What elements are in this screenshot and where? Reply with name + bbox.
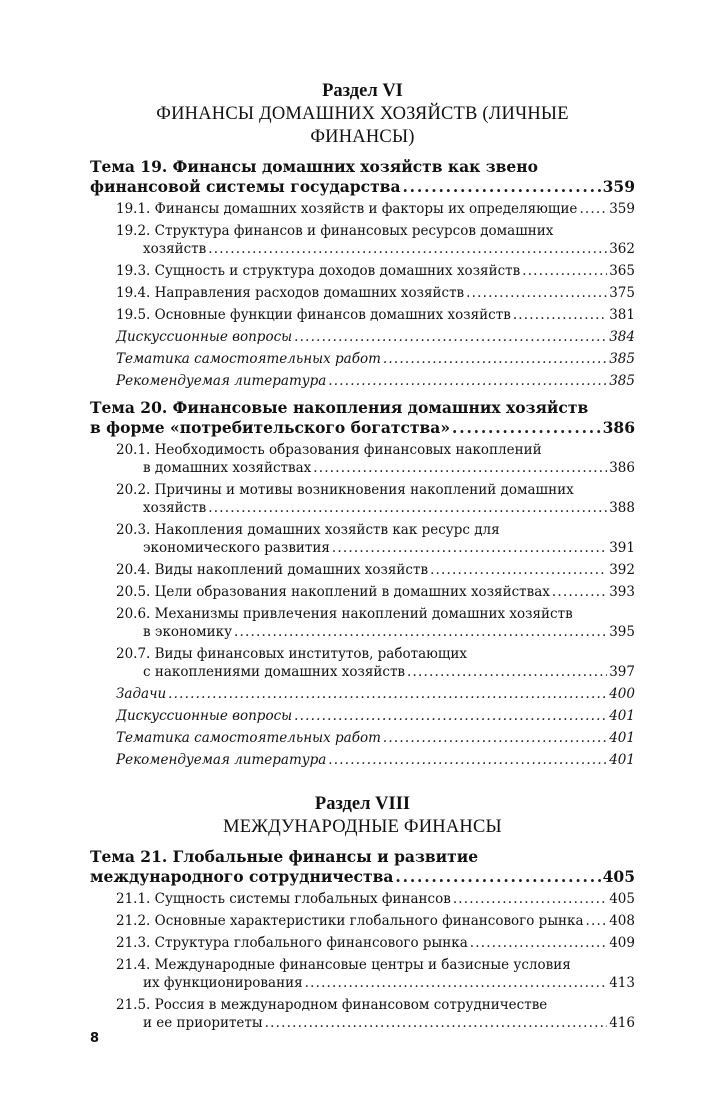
toc-entry-row bbox=[116, 372, 635, 390]
toc-entry-page: 386 bbox=[609, 460, 635, 476]
dot-leader bbox=[579, 200, 607, 218]
topic-title-row bbox=[90, 177, 635, 197]
toc-entry-title: 21.2. Основные характеристики глобального финансового рынка bbox=[116, 913, 584, 929]
toc-entry-title: 21.3. Структура глобального финансового рынка bbox=[116, 935, 468, 951]
toc-entry-page: 362 bbox=[609, 241, 635, 257]
toc-entry-page: 385 bbox=[609, 373, 635, 389]
toc-entry-row bbox=[116, 707, 635, 725]
toc-entry-row bbox=[143, 663, 635, 681]
toc-entry[interactable] bbox=[90, 729, 635, 747]
toc-entry[interactable] bbox=[90, 605, 635, 641]
toc-entry-title: Рекомендуемая литература bbox=[116, 373, 327, 389]
dot-leader bbox=[430, 561, 607, 579]
topic-title-line: финансовой системы государства bbox=[90, 177, 401, 196]
dot-leader bbox=[294, 328, 607, 346]
toc-entry-page: 393 bbox=[609, 584, 635, 600]
section-number: Раздел VIII bbox=[314, 794, 411, 814]
dot-leader bbox=[453, 890, 607, 908]
toc-entry-continuation bbox=[116, 240, 635, 258]
toc-entry-page: 400 bbox=[609, 686, 635, 702]
toc-entry-title: 20.6. Механизмы привлечения накоплений домашних хозяйств bbox=[116, 606, 573, 622]
toc-entry-title: 19.5. Основные функции финансов домашних хозяйств bbox=[116, 307, 511, 323]
toc-entry-row bbox=[116, 306, 635, 324]
toc-entry-title: 19.4. Направления расходов домашних хозяйств bbox=[116, 285, 465, 301]
dot-leader bbox=[265, 1014, 608, 1032]
dot-leader bbox=[294, 707, 607, 725]
toc-entry-title: Тематика самостоятельных работ bbox=[116, 730, 381, 746]
toc-entry-row bbox=[116, 751, 635, 769]
toc-entry-row bbox=[116, 729, 635, 747]
toc-entry-title-cont: их функционирования bbox=[143, 975, 303, 991]
topic-page-number: 359 bbox=[602, 177, 635, 196]
dot-leader bbox=[395, 867, 600, 887]
toc-entry-title: 19.1. Финансы домашних хозяйств и факторы их определяющие bbox=[116, 201, 578, 217]
section-heading bbox=[90, 793, 635, 839]
toc-entry-title-cont: и ее приоритеты bbox=[143, 1015, 263, 1031]
dot-leader bbox=[328, 372, 607, 390]
topic-entry[interactable] bbox=[90, 398, 635, 438]
dot-leader bbox=[383, 729, 607, 747]
toc-entry-title: Дискуссионные вопросы bbox=[116, 329, 293, 345]
toc-entry-title: 20.3. Накопления домашних хозяйств как ресурс для bbox=[116, 522, 500, 538]
toc-entry[interactable] bbox=[90, 262, 635, 280]
toc-entry[interactable] bbox=[90, 996, 635, 1032]
toc-entry[interactable] bbox=[90, 328, 635, 346]
toc-entry-title: 20.4. Виды накоплений домашних хозяйств bbox=[116, 562, 429, 578]
toc-entry-page: 381 bbox=[609, 307, 635, 323]
toc-entry-title: 21.1. Сущность системы глобальных финансов bbox=[116, 891, 451, 907]
dot-leader bbox=[586, 912, 608, 930]
toc-entry-row bbox=[116, 561, 635, 579]
dot-leader bbox=[383, 350, 607, 368]
toc-entry-row bbox=[143, 499, 635, 517]
dot-leader bbox=[466, 284, 607, 302]
toc-entry-title-cont: в экономику bbox=[143, 624, 233, 640]
dot-leader bbox=[208, 240, 607, 258]
toc-entry-title: Тематика самостоятельных работ bbox=[116, 351, 381, 367]
topic-title-line: международного сотрудничества bbox=[90, 867, 394, 886]
toc-entry[interactable] bbox=[90, 751, 635, 769]
toc-entry-page: 365 bbox=[609, 263, 635, 279]
dot-leader bbox=[234, 623, 607, 641]
section-title: МЕЖДУНАРОДНЫЕ ФИНАНСЫ bbox=[223, 817, 502, 837]
page-number: 8 bbox=[90, 1031, 100, 1046]
toc-entry-page: 416 bbox=[609, 1015, 635, 1031]
toc-entry-title-cont: с накоплениями домашних хозяйств bbox=[143, 664, 406, 680]
topic-title-line: Тема 19. Финансы домашних хозяйств как звено bbox=[90, 157, 538, 176]
toc-entry[interactable] bbox=[90, 441, 635, 477]
toc-entry[interactable] bbox=[90, 521, 635, 557]
topic-title-row bbox=[90, 418, 635, 438]
toc-entry-row bbox=[116, 583, 635, 601]
topic-title-line: в форме «потребительского богатства» bbox=[90, 418, 451, 437]
toc-entry-continuation bbox=[116, 539, 635, 557]
toc-entry-page: 395 bbox=[609, 624, 635, 640]
toc-entry-page: 375 bbox=[609, 285, 635, 301]
dot-leader bbox=[470, 934, 607, 952]
toc-entry-row bbox=[116, 328, 635, 346]
toc-entry[interactable] bbox=[90, 561, 635, 579]
toc-entry-page: 397 bbox=[609, 664, 635, 680]
toc-entry-page: 384 bbox=[609, 329, 635, 345]
table-of-contents bbox=[90, 80, 635, 1036]
toc-entry[interactable] bbox=[90, 645, 635, 681]
toc-entry-title: 20.1. Необходимость образования финансовых накоплений bbox=[116, 442, 542, 458]
dot-leader bbox=[208, 499, 607, 517]
toc-entry[interactable] bbox=[90, 934, 635, 952]
toc-entry-title: 21.5. Россия в международном финансовом сотрудничестве bbox=[116, 997, 548, 1013]
toc-entry-title-cont: в домашних хозяйствах bbox=[143, 460, 312, 476]
toc-entry-title: Задачи bbox=[116, 686, 167, 702]
toc-entry-page: 405 bbox=[609, 891, 635, 907]
toc-entry-title: 20.5. Цели образования накоплений в домашних хозяйствах bbox=[116, 584, 550, 600]
dot-leader bbox=[402, 177, 600, 197]
toc-entry[interactable] bbox=[90, 890, 635, 908]
toc-entry-continuation bbox=[116, 974, 635, 992]
dot-leader bbox=[452, 418, 601, 438]
toc-entry-row bbox=[143, 240, 635, 258]
topic-title-line: Тема 20. Финансовые накопления домашних хозяйств bbox=[90, 398, 589, 417]
toc-entry-page: 388 bbox=[609, 500, 635, 516]
dot-leader bbox=[305, 974, 608, 992]
toc-entry-title-cont: хозяйств bbox=[143, 241, 207, 257]
toc-entry-row bbox=[143, 974, 635, 992]
toc-entry[interactable] bbox=[90, 912, 635, 930]
toc-entry-page: 409 bbox=[609, 935, 635, 951]
toc-entry-page: 401 bbox=[609, 752, 635, 768]
section-title: ФИНАНСЫ ДОМАШНИХ ХОЗЯЙСТВ (ЛИЧНЫЕ bbox=[156, 104, 569, 124]
dot-leader bbox=[313, 459, 607, 477]
toc-entry-page: 401 bbox=[609, 730, 635, 746]
toc-entry-row bbox=[116, 284, 635, 302]
toc-entry[interactable] bbox=[90, 583, 635, 601]
toc-entry[interactable] bbox=[90, 685, 635, 703]
topic-page-number: 405 bbox=[602, 867, 635, 886]
toc-entry[interactable] bbox=[90, 956, 635, 992]
topic-title-row bbox=[90, 867, 635, 887]
toc-entry-row bbox=[143, 539, 635, 557]
toc-entry-page: 408 bbox=[609, 913, 635, 929]
toc-entry[interactable] bbox=[90, 372, 635, 390]
topic-entry[interactable] bbox=[90, 847, 635, 887]
dot-leader bbox=[332, 539, 607, 557]
toc-entry-row bbox=[116, 350, 635, 368]
section-title: ФИНАНСЫ) bbox=[310, 127, 415, 147]
toc-entry[interactable] bbox=[90, 707, 635, 725]
toc-entry-title-cont: экономического развития bbox=[143, 540, 330, 556]
toc-entry-page: 359 bbox=[609, 201, 635, 217]
toc-entry-page: 392 bbox=[609, 562, 635, 578]
toc-entry-row bbox=[116, 934, 635, 952]
toc-entry-continuation bbox=[116, 663, 635, 681]
toc-entry-continuation bbox=[116, 459, 635, 477]
toc-entry-row bbox=[116, 262, 635, 280]
toc-entry-row bbox=[116, 200, 635, 218]
toc-entry-continuation bbox=[116, 623, 635, 641]
dot-leader bbox=[522, 262, 607, 280]
toc-entry[interactable] bbox=[90, 481, 635, 517]
toc-entry-row bbox=[143, 1014, 635, 1032]
toc-entry-page: 385 bbox=[609, 351, 635, 367]
toc-entry-page: 413 bbox=[609, 975, 635, 991]
topic-title-line: Тема 21. Глобальные финансы и развитие bbox=[90, 847, 479, 866]
toc-entry[interactable] bbox=[90, 350, 635, 368]
dot-leader bbox=[328, 751, 607, 769]
toc-entry-title-cont: хозяйств bbox=[143, 500, 207, 516]
dot-leader bbox=[513, 306, 607, 324]
toc-entry-title: 19.3. Сущность и структура доходов домашних хозяйств bbox=[116, 263, 521, 279]
topic-entry[interactable] bbox=[90, 157, 635, 197]
toc-entry-title: 20.7. Виды финансовых институтов, работающих bbox=[116, 646, 468, 662]
dot-leader bbox=[552, 583, 607, 601]
section-number: Раздел VI bbox=[322, 81, 403, 101]
section-heading bbox=[90, 80, 635, 149]
toc-entry-row bbox=[143, 623, 635, 641]
toc-entry-title: 19.2. Структура финансов и финансовых ресурсов домашних bbox=[116, 223, 554, 239]
toc-entry[interactable] bbox=[90, 306, 635, 324]
toc-entry-row bbox=[116, 912, 635, 930]
toc-entry[interactable] bbox=[90, 284, 635, 302]
toc-entry-title: 21.4. Международные финансовые центры и базисные условия bbox=[116, 957, 571, 973]
topic-page-number: 386 bbox=[602, 418, 635, 437]
toc-entry-row bbox=[116, 685, 635, 703]
toc-entry-title: 20.2. Причины и мотивы возникновения накоплений домашних bbox=[116, 482, 574, 498]
dot-leader bbox=[407, 663, 607, 681]
toc-entry-continuation bbox=[116, 1014, 635, 1032]
toc-entry-row bbox=[116, 890, 635, 908]
toc-entry-page: 391 bbox=[609, 540, 635, 556]
toc-entry-continuation bbox=[116, 499, 635, 517]
toc-entry-row bbox=[143, 459, 635, 477]
toc-entry-title: Дискуссионные вопросы bbox=[116, 708, 293, 724]
toc-entry-title: Рекомендуемая литература bbox=[116, 752, 327, 768]
toc-entry[interactable] bbox=[90, 200, 635, 218]
toc-entry[interactable] bbox=[90, 222, 635, 258]
toc-entry-page: 401 bbox=[609, 708, 635, 724]
dot-leader bbox=[168, 685, 607, 703]
